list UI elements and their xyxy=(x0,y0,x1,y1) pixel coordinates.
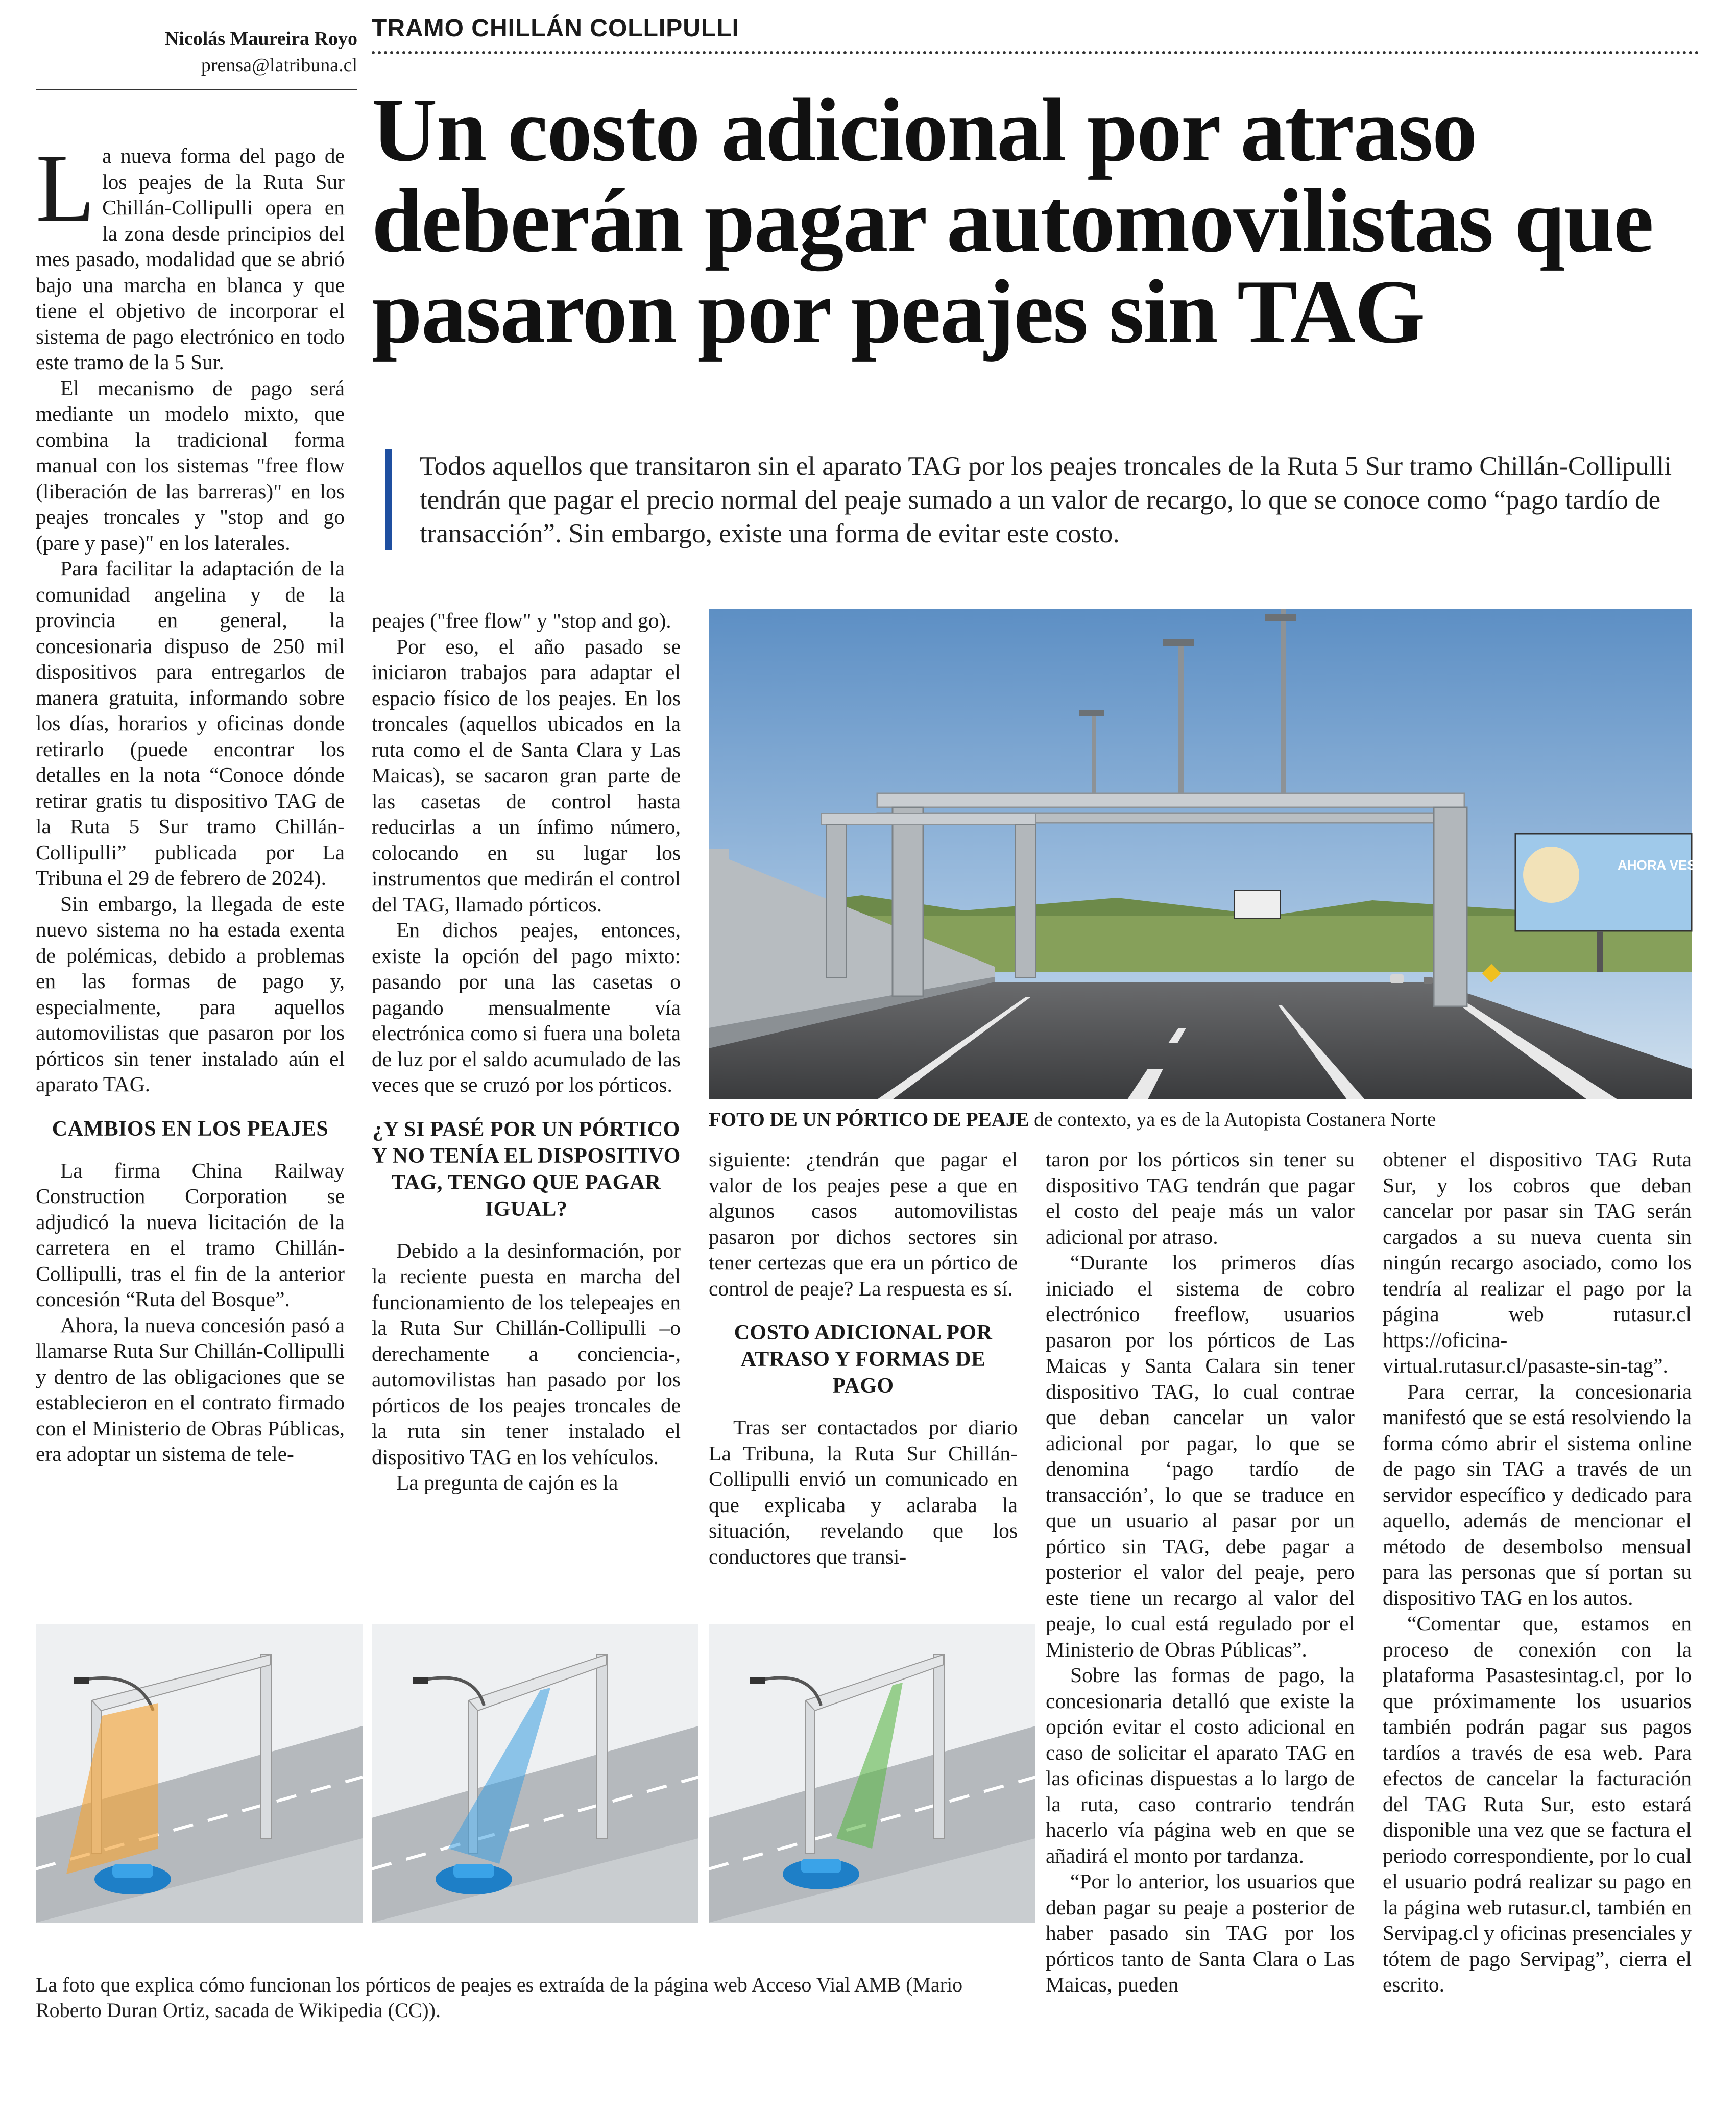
section-label xyxy=(372,13,1699,54)
infographic-caption: La foto que explica cómo funcionan los pórticos de peajes es extraída de la página web Acceso Vial AMB (Mario Roberto Duran Ortiz, sacada de Wikipedia (CC)). xyxy=(36,1973,963,2022)
paragraph: “Durante los primeros días iniciado el sistema de cobro electrónico freeflow, usuarios pasaron por los pórticos de Las Maicas y Santa Calara sin tener dispositivo TAG, lo cual contrae que deban cancelar un valor adicional por pagar, lo que se denomina ‘pago tardío de transacción’, lo que se traduce en que un usuario al pasar por un pórtico sin TAG, debe pagar a posterior el valor del peaje, pero este tiene un recargo al valor del peaje, lo cual está regulado por el Ministerio de Obras Públicas”. xyxy=(1046,1251,1355,1661)
paragraph: Debido a la desinformación, por la reciente puesta en marcha del funcionamiento de los telepeajes en la Ruta Sur Chillán-Collipulli –o derechamente a conciencia-, automovilistas han pasado por los pórticos de los peajes troncales de la ruta sin tener instalado el dispositivo TAG en los vehículos. xyxy=(372,1238,681,1469)
paragraph: Para cerrar, la concesionaria manifestó que se está resolviendo la forma cómo abrir el sistema online de pago sin TAG a través de un servidor específico y dedicado para aquello, además de mencionar el método de desembolso mensual para las personas que sí portan su dispositivo TAG en los autos. xyxy=(1383,1379,1692,1610)
drop-cap: L xyxy=(36,135,95,242)
subheading: COSTO ADICIONAL POR ATRASO Y FORMAS DE PAGO xyxy=(734,1321,993,1398)
paragraph: La nueva forma del pago de los peajes de la Ruta Sur Chillán-Collipulli opera en la zona desde principios del mes pasado, modalidad que se abrió bajo una marcha en blanca y que tiene el objetivo de incorporar el sistema de pago electrónico en todo este tramo de la 5 Sur. xyxy=(36,135,345,374)
paragraph: El mecanismo de pago será mediante un modelo mixto, que combina la tradicional forma manual con los sistemas "free flow (liberación de las barreras)" en los peajes troncales y "stop and go (pare y pase)" en los laterales. xyxy=(36,376,345,555)
detector-gantry-illustration xyxy=(36,1624,363,1923)
sensor-gantry-illustration xyxy=(372,1624,698,1923)
infographic-detector-panel xyxy=(36,1624,363,1923)
toll-gantry-photo xyxy=(709,609,1728,1099)
paragraph: “Comentar que, estamos en proceso de conexión con la plataforma Pasastesintag.cl, por lo que próximamente los usuarios también podrán pagar sus pagos tardíos a través de esa web. Para efectos de cancelar la facturación del TAG Ruta Sur, esto estará disponible una vez que se factura el periodo correspondiente, por lo cual el usuario podrá realizar su pago en la página web rutasur.cl, también en Servipag.cl y oficinas presenciales y tótem de pago Servipag”, cierra el escrito. xyxy=(1383,1612,1692,1996)
subheading: CAMBIOS EN LOS PEAJES xyxy=(52,1117,329,1141)
paragraph: La pregunta de cajón es la xyxy=(396,1471,618,1494)
lead-paragraph: Todos aquellos que transitaron sin el aparato TAG por los peajes troncales de la Ruta 5 Sur tramo Chillán-Collipulli tendrán que pagar el precio normal del peaje sumado a un valor de recargo, lo que se conoce como “pago tardío de transacción”. Sin embargo, existe una forma de evitar este costo. xyxy=(385,449,1708,550)
infographic-antenna-panel xyxy=(709,1624,1035,1923)
paragraph: Tras ser contactados por diario La Tribuna, la Ruta Sur Chillán-Collipulli envió un comunicado en que explicaba y aclaraba la situación, revelando que los conductores que transi- xyxy=(709,1416,1018,1568)
paragraph: Para facilitar la adaptación de la comunidad angelina y de la provincia en general, la concesionaria dispuso de 250 mil dispositivos para entregarlos de manera gratuita, informando sobre los días, horarios y oficinas donde retirarlo (puede encontrar los detalles en la nota “Conoce dónde retirar gratis tu dispositivo TAG de la Ruta 5 Sur tramo Chillán-Collipulli” publicada por La Tribuna el 29 de febrero de 2024). xyxy=(36,557,345,890)
byline xyxy=(36,26,357,90)
paragraph: Por eso, el año pasado se iniciaron trabajos para adaptar el espacio físico de los peajes. En los troncales (aquellos ubicados en la ruta como el de Santa Clara y Las Maicas), se sacaron gran parte de las casetas de control hasta reducirlas a un ínfimo número, colocando en su lugar los instrumentos que medirán el control del TAG, llamado pórticos. xyxy=(372,634,681,916)
paragraph: obtener el dispositivo TAG Ruta Sur, y los cobros que deban cancelar por pasar sin TAG serán cargados a su nueva cuenta sin ningún recargo asociado, como los tendría al realizar el pago por la página web rutasur.cl https://oficina-virtual.rutasur.cl/pasaste-sin-tag”. xyxy=(1383,1147,1692,1377)
byline-email[interactable]: prensa@latribuna.cl xyxy=(201,55,357,76)
highway-gantry-illustration xyxy=(709,609,1728,1099)
photo-caption: FOTO DE UN PÓRTICO DE PEAJE de contexto, ya es de la Autopista Costanera Norte xyxy=(709,1109,1436,1131)
paragraph: taron por los pórticos sin tener su dispositivo TAG tendrán que pagar el costo del peaje más un valor adicional por atraso. xyxy=(1046,1147,1355,1249)
byline-author: Nicolás Maureira Royo xyxy=(164,28,357,50)
billboard-text: AHORA VESTIDO xyxy=(1618,857,1728,873)
article-column-2 xyxy=(372,608,681,1496)
paragraph: La firma China Railway Construction Corporation se adjudicó la nueva licitación de la carretera en el tramo Chillán-Collipulli, tras el fin de la anterior concesión “Ruta del Bosque”. xyxy=(36,1158,345,1311)
article-column-4 xyxy=(1046,1146,1355,1998)
headline: Un costo adicional por atraso deberán pagar automovilistas que pasaron por peajes sin TAG xyxy=(372,79,1653,362)
article-column-3 xyxy=(709,1146,1018,1569)
paragraph: siguiente: ¿tendrán que pagar el valor de los peajes pese a que en algunos casos automovilistas pasaron por dichos sectores sin tener certezas que era un pórtico de control de peaje? La respuesta es sí. xyxy=(709,1147,1018,1300)
paragraph: Sobre las formas de pago, la concesionaria detalló que existe la opción evitar el costo adicional en caso de solicitar el aparato TAG en las oficinas dispuestas a lo largo de la ruta, caso contrario tendrán hacerlo vía página web en que se añadirá el monto por tardanza. xyxy=(1046,1663,1355,1867)
antenna-gantry-illustration xyxy=(709,1624,1035,1923)
section-title: TRAMO CHILLÁN COLLIPULLI xyxy=(372,15,739,42)
infographic-sensor-panel xyxy=(372,1624,698,1923)
paragraph: peajes ("free flow" y "stop and go). xyxy=(372,609,671,632)
paragraph: “Por lo anterior, los usuarios que deban pagar su peaje a posterior de haber pasado sin TAG por los pórticos tanto de Santa Clara o Las Maicas, pueden xyxy=(1046,1869,1355,1996)
paragraph: Ahora, la nueva concesión pasó a llamarse Ruta Sur Chillán-Collipulli y dentro de las obligaciones que se establecieron en el contrato firmado con el Ministerio de Obras Públicas, era adoptar un sistema de tele- xyxy=(36,1313,345,1466)
subheading: ¿Y SI PASÉ POR UN PÓRTICO Y NO TENÍA EL DISPOSITIVO TAG, TENGO QUE PAGAR IGUAL? xyxy=(372,1117,681,1221)
paragraph: Sin embargo, la llegada de este nuevo sistema no ha estada exenta de polémicas, debido a problemas en las formas de pago y, especialmente, para aquellos automovilistas que pasaron por los pórticos sin tener instalado aún el aparato TAG. xyxy=(36,892,345,1096)
article-column-5 xyxy=(1383,1146,1692,1998)
paragraph: En dichos peajes, entonces, existe la opción del pago mixto: pasando por una las casetas o pagando mensualmente vía electrónica como si fuera una boleta de luz por el saldo acumulado de las veces que se cruzó por los pórticos. xyxy=(372,918,681,1096)
article-column-1 xyxy=(36,135,345,1467)
